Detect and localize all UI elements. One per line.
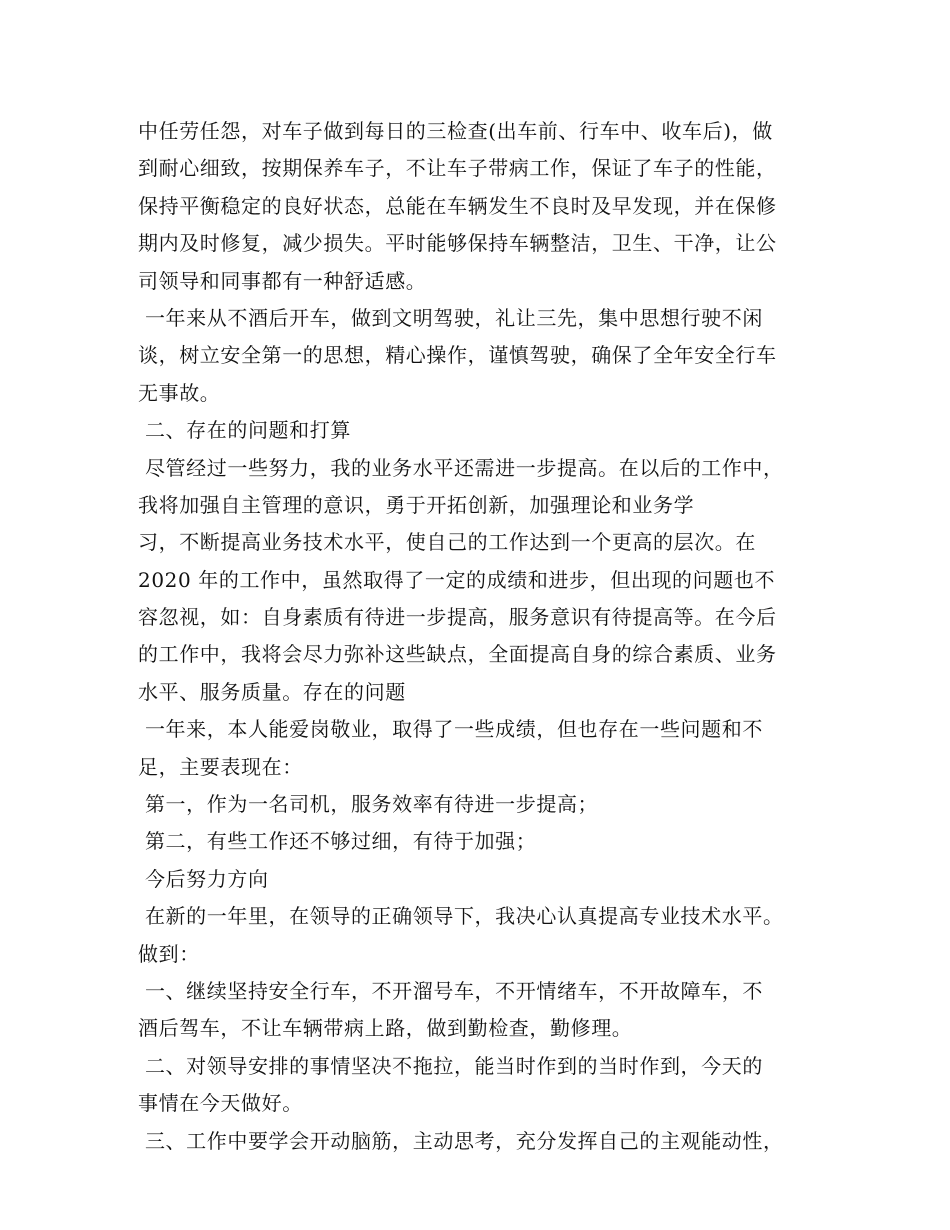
body-line: 习，不断提高业务技术水平，使自己的工作达到一个更高的层次。在 — [138, 530, 756, 555]
document-body — [138, 113, 828, 1160]
body-line: 司领导和同事都有一种舒适感。 — [138, 268, 427, 293]
section-heading: 今后努力方向 — [138, 866, 269, 891]
list-item: 二、对领导安排的事情坚决不拖拉，能当时作到的当时作到，今天的 — [138, 1053, 763, 1078]
body-line: 到耐心细致，按期保养车子，不让车子带病工作，保证了车子的性能， — [138, 156, 777, 181]
list-item: 第一，作为一名司机，服务效率有待进一步提高； — [138, 792, 599, 817]
list-item: 一、继续坚持安全行车，不开溜号车，不开情绪车，不开故障车，不 — [138, 978, 763, 1003]
body-line: 我将加强自主管理的意识，勇于开拓创新，加强理论和业务学 — [138, 492, 695, 517]
body-line: 水平、服务质量。存在的问题 — [138, 679, 406, 704]
body-line: 尽管经过一些努力，我的业务水平还需进一步提高。在以后的工作中， — [138, 455, 784, 480]
body-line: 谈，树立安全第一的思想，精心操作，谨慎驾驶，确保了全年安全行车 — [138, 343, 777, 368]
section-heading: 二、存在的问题和打算 — [138, 418, 351, 443]
body-line: 足，主要表现在： — [138, 754, 303, 779]
body-line: 中任劳任怨，对车子做到每日的三检查(出车前、行车中、收车后)，做 — [138, 119, 773, 143]
body-line: 2020 年的工作中，虽然取得了一定的成绩和进步，但出现的问题也不 — [138, 567, 776, 592]
body-line: 酒后驾车，不让车辆带病上路，做到勤检查，勤修理。 — [138, 1016, 633, 1041]
body-line: 做到： — [138, 941, 200, 966]
body-line: 事情在今天做好。 — [138, 1091, 303, 1116]
body-line: 一年来，本人能爱岗敬业，取得了一些成绩，但也存在一些问题和不 — [138, 717, 763, 742]
body-line: 容忽视，如：自身素质有待进一步提高，服务意识有待提高等。在今后 — [138, 605, 777, 630]
body-line: 保持平衡稳定的良好状态，总能在车辆发生不良时及早发现，并在保修 — [138, 193, 777, 218]
body-line: 无事故。 — [138, 380, 221, 405]
list-item: 三、工作中要学会开动脑筋，主动思考，充分发挥自己的主观能动性， — [138, 1128, 784, 1153]
body-line: 在新的一年里，在领导的正确领导下，我决心认真提高专业技术水平。 — [138, 904, 784, 929]
body-line: 一年来从不酒后开车，做到文明驾驶，礼让三先，集中思想行驶不闲 — [138, 305, 763, 330]
body-line: 的工作中，我将会尽力弥补这些缺点，全面提高自身的综合素质、业务 — [138, 642, 777, 667]
body-line: 期内及时修复，减少损失。平时能够保持车辆整洁，卫生、干净，让公 — [138, 231, 777, 256]
list-item: 第二，有些工作还不够过细，有待于加强； — [138, 829, 537, 854]
